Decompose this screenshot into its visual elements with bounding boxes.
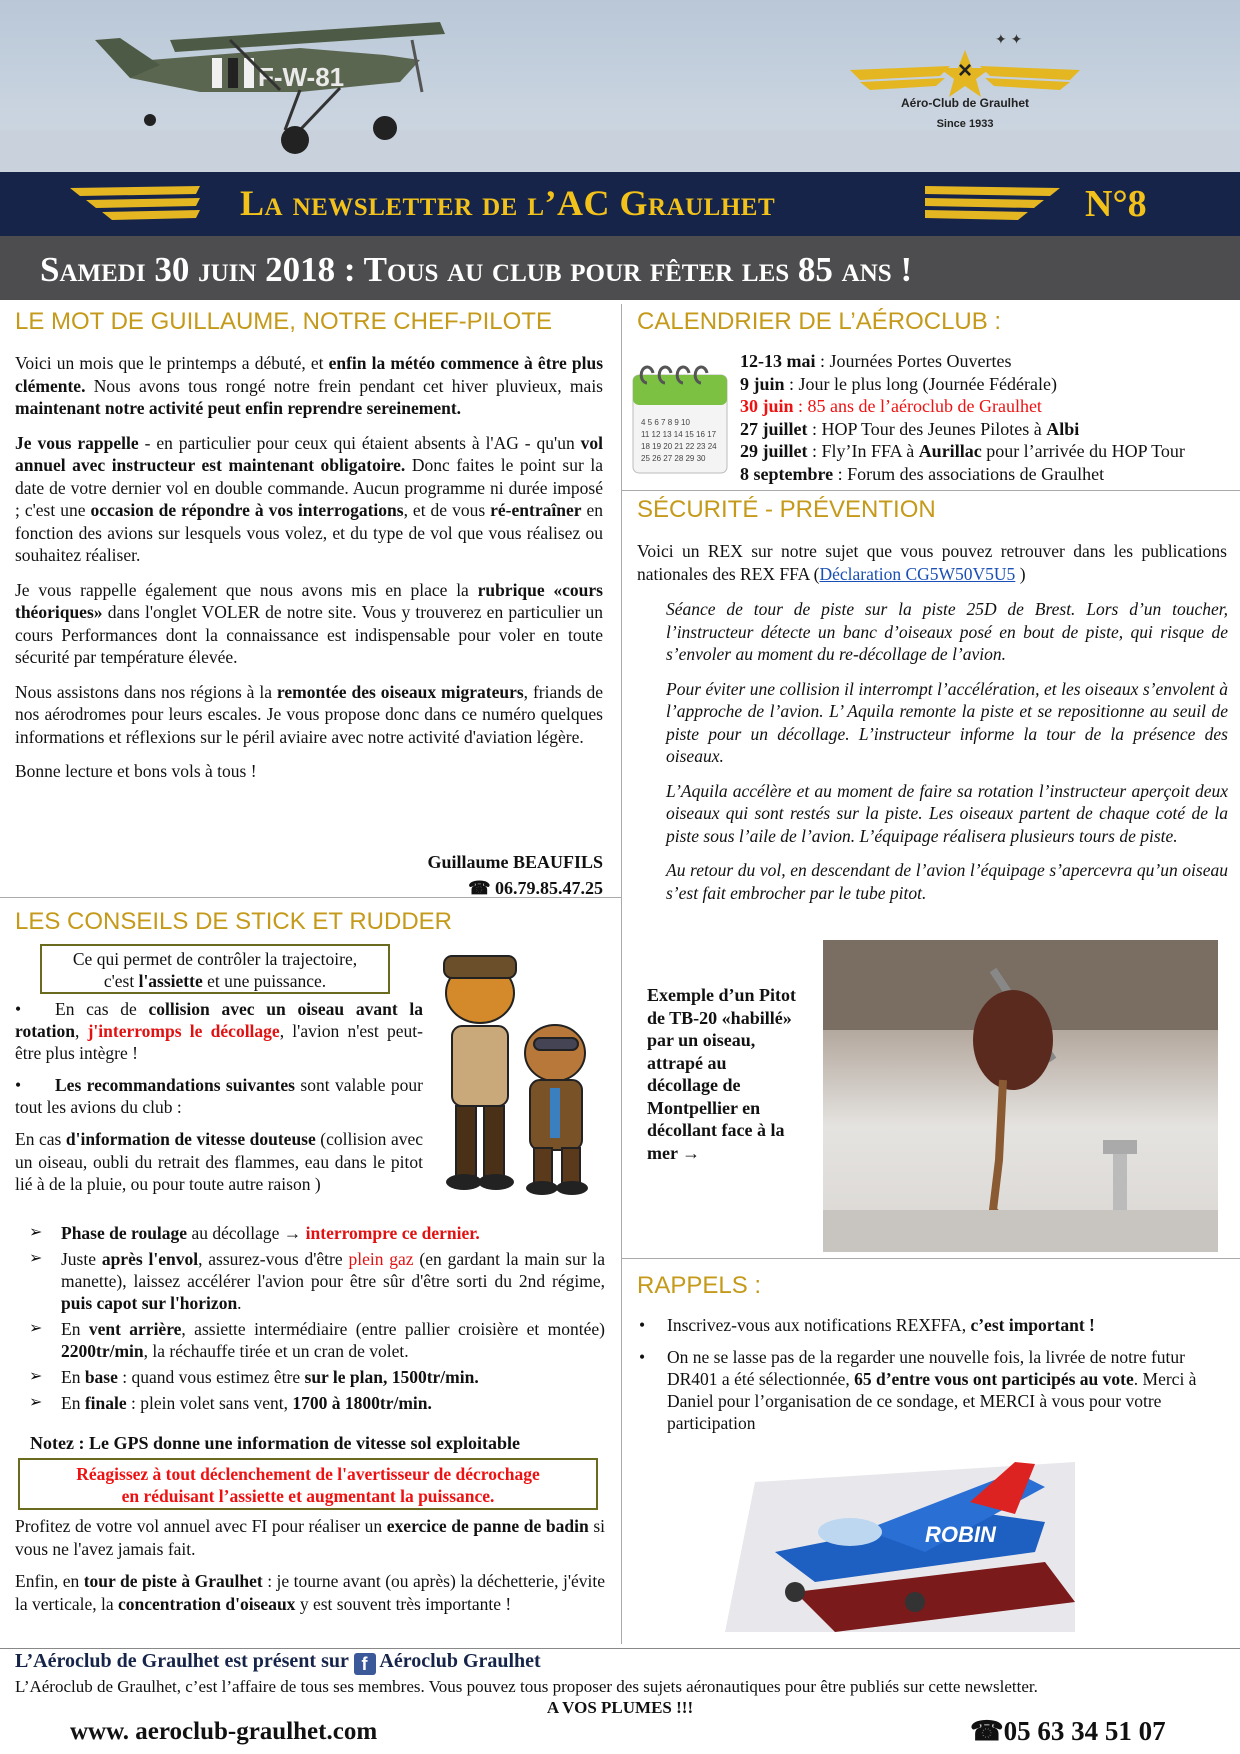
bold-text: collision avec un oiseau avant la rotation [15, 999, 423, 1041]
text-run: . [237, 1293, 242, 1313]
issue-number: N°8 [1085, 183, 1147, 225]
event-text: : Forum des associations de Graulhet [833, 463, 1105, 484]
rex-paragraph-2: Pour éviter une collision il interrompt l’accélération, et les oiseaux s’envolent à l’approche de l’avion. L’ Aquila remonte la piste et se repositionne au seuil de piste pour un décollage. L’instructeur informe la tour de la présence des oiseaux. [666, 678, 1228, 766]
club-logo [840, 22, 1090, 142]
box1-bold: l'assiette [138, 971, 203, 991]
text-run: au décollage → [187, 1223, 306, 1243]
dr401-livery-render [715, 1442, 1095, 1642]
text-run: y est souvent très importante ! [295, 1593, 512, 1614]
arrow-bullet-icon: ➢ [29, 1250, 43, 1267]
event-date: 9 juin [740, 373, 785, 394]
text-run: , la réchauffe tirée et un cran de volet. [143, 1341, 409, 1361]
text-run: En [61, 1393, 85, 1413]
rappel-item-text [667, 1315, 1095, 1335]
signature-phone: 06.79.85.47.25 [495, 878, 603, 898]
calendar-events [740, 350, 1235, 485]
conseils-closing [15, 1515, 605, 1627]
tour-de-piste-paragraph [15, 1570, 605, 1615]
box1-pre: c'est [103, 971, 139, 991]
arrow-bullet-icon: ➢ [29, 1224, 43, 1241]
calendar-event [740, 440, 1235, 463]
rex-paragraph-3: L’Aquila accélère et au moment de faire sa rotation l’instructeur aperçoit deux oiseaux qui sont restés sur la piste. Les oiseaux partent de chaque coté de la piste sous l’aile de l’avion. L’équipage réalisera plusieurs tours de piste. [666, 780, 1228, 846]
bold-text: concentration d'oiseaux [118, 1593, 296, 1614]
bold-text: après l'envol [101, 1249, 199, 1269]
decrochage-box [18, 1458, 598, 1510]
arrow-item-text [61, 1319, 605, 1361]
bold-text: 1700 à 1800tr/min. [292, 1393, 432, 1413]
calendar-icon [625, 355, 735, 480]
chef-pilote-paragraph-3 [15, 579, 603, 669]
bold-text: finale [84, 1393, 127, 1413]
footer-plumes: A VOS PLUMES !!! [546, 1698, 694, 1717]
signature-phone-row [300, 876, 603, 900]
rex-paragraph-1: Séance de tour de piste sur la piste 25D de Brest. Lors d’un toucher, l’instructeur détecte un banc d’oiseaux posé en bout de piste, qui risque de s’envoler au moment du re-décollage de l’avion. [666, 599, 1228, 664]
text-run: , [74, 1021, 88, 1041]
svg-text:F-W-81: F-W-81 [258, 62, 345, 92]
bold-text: maintenant notre activité peut enfin reprendre sereinement. [15, 398, 462, 418]
arrow-item [15, 1318, 605, 1362]
event-text: : HOP Tour des Jeunes Pilotes à [807, 418, 1047, 439]
rappels-list [637, 1314, 1212, 1444]
bold-text: Je vous rappelle [15, 432, 139, 453]
event-text: : 85 ans de l’aéroclub de Graulhet [793, 396, 1042, 416]
event-date: 12-13 mai [740, 351, 816, 371]
rappel-item [637, 1346, 1212, 1434]
bold-text: ré-entraîner [490, 500, 582, 520]
text-run: , assiette intermédiaire (entre pallier croisière et montée) [181, 1319, 605, 1339]
text-run: : plein volet sans vent, [126, 1393, 293, 1413]
chef-pilote-paragraph-4 [15, 681, 603, 749]
calendar-event [740, 373, 1235, 396]
footer-phone-row [970, 1716, 1166, 1747]
text-run: Je vous rappelle également que nous avons mis en place la [15, 579, 478, 600]
text-run: On ne se lasse pas de la regarder une nouvelle fois, la livrée de notre futur DR401 a été sélectionnée, [667, 1347, 1185, 1389]
newsletter-title: La newsletter de l’AC Graulhet [240, 183, 776, 223]
website-link[interactable]: www. aeroclub-graulhet.com [70, 1718, 378, 1745]
bullet-recommandations-text [15, 1075, 423, 1117]
text-run: , friands de nos aérodromes pour leurs escales. Je vous propose donc dans ce numéro quelques informations et réflexions sur le péril aviaire avec notre activité d'aviation légère. [15, 681, 603, 747]
text-run: Nous avons tous rongé notre frein pendant cet hiver pluvieux, mais [85, 375, 603, 396]
bold-text: c’est important ! [970, 1315, 1095, 1335]
facebook-icon[interactable]: f [354, 1653, 376, 1675]
arrow-bullet-icon: ➢ [29, 1368, 43, 1385]
bold-text: vol annuel avec instructeur est maintenant obligatoire. [15, 432, 603, 475]
event-date: 8 septembre [740, 463, 834, 484]
bullet-mark: • [639, 1315, 646, 1335]
mascots-illustration [430, 948, 610, 1208]
bold-text: base [84, 1367, 118, 1387]
text-run: en fonction des avions sur lesquels vous volez, et du type de vol que vous réalisez ou souhaitez réaliser. [15, 500, 603, 565]
trajectoire-box-line-1: Ce qui permet de contrôler la trajectoire, [72, 949, 358, 969]
text-run: En [61, 1367, 85, 1387]
text-run: dans l'onglet VOLER de notre site. Vous y trouverez en particulier un cours Performances dont la connaissance est indispensable pour voler en toute sécurité par température élevée. [15, 602, 603, 667]
calendar-event [740, 463, 1235, 486]
conseils-arrow-list [15, 1222, 605, 1418]
section-divider-right-1 [621, 490, 1240, 491]
conseils-title: LES CONSEILS DE STICK ET RUDDER [15, 908, 452, 935]
wings-star-logo-icon [840, 22, 1090, 102]
text-run: Enfin, en [15, 1571, 84, 1591]
bold-text: occasion de répondre à vos interrogations [90, 500, 404, 520]
bullet-mark: • [639, 1347, 646, 1367]
pitot-caption: Exemple d’un Pitot de TB-20 «habillé» par un oiseau, attrapé au décollage de Montpellier en décollant face à la mer → [647, 985, 797, 1163]
bold-text: tour de piste à Graulhet [83, 1571, 263, 1591]
bird-on-pitot-photo-icon [823, 940, 1218, 1252]
bullet-recommandations [15, 1074, 423, 1118]
phone-icon: ☎ [970, 1716, 1004, 1746]
text-run: Voici un mois que le printemps a débuté, et [15, 353, 329, 373]
bold-text: d'information de vitesse douteuse [65, 1129, 316, 1149]
bold-text: 2200tr/min [61, 1341, 144, 1361]
arrow-bullet-icon: ➢ [29, 1320, 43, 1337]
bold-text: sur le plan, 1500tr/min. [304, 1367, 479, 1387]
bold-text: vent arrière [88, 1319, 182, 1339]
bullet-mark: • [15, 1075, 22, 1095]
bold-text: 65 d’entre vous ont participés au vote [854, 1369, 1134, 1389]
event-text: : Fly’In FFA à [807, 441, 919, 461]
arrow-item [15, 1248, 605, 1314]
arrow-item-text [61, 1249, 605, 1313]
rappels-title: RAPPELS : [637, 1272, 762, 1299]
bold-text: enfin la météo commence à être plus clémente. [15, 353, 603, 396]
event-tail: pour l’arrivée du HOP Tour [981, 441, 1185, 461]
presence-text: L’Aéroclub de Graulhet est présent sur [15, 1650, 354, 1672]
text-run: : quand vous estimez être [117, 1367, 305, 1387]
calendar-icon-numbers: 4 5 6 7 8 9 10 11 12 13 14 15 16 17 18 19 20 21 22 23 24 25 26 27 28 29 30 [641, 418, 717, 463]
bold-text: Les recommandations suivantes [55, 1075, 295, 1095]
text-run: . Merci à Daniel pour l’organisation de ce sondage, et MERCI à vous pour votre participation [667, 1369, 1197, 1433]
event-date: 27 juillet [740, 418, 808, 439]
highlight-text: j'interromps le décollage [87, 1021, 280, 1041]
phone-icon: ☎ [468, 878, 495, 898]
bullet-collision-text [15, 999, 423, 1063]
arrow-item-text [61, 1393, 432, 1413]
chef-pilote-body [15, 352, 603, 795]
highlight-text: plein gaz [348, 1249, 414, 1269]
calendar-illustration-icon [625, 355, 735, 480]
text-run: si vous ne l'avez jamais fait. [15, 1516, 605, 1559]
bold-text: exercice de panne de badin [386, 1516, 589, 1536]
securite-intro [637, 540, 1227, 585]
panne-badin-paragraph [15, 1515, 605, 1560]
plane-name-label: ROBIN [925, 1522, 996, 1547]
arrow-item-text [61, 1367, 479, 1387]
calendar-event [740, 418, 1235, 441]
calendar-event-highlight [740, 395, 1235, 418]
text-run: , et de vous [403, 500, 491, 520]
highlight-text: interrompre ce dernier. [305, 1223, 480, 1243]
text-run: Juste [61, 1249, 102, 1269]
vitesse-douteuse-paragraph [15, 1128, 423, 1196]
event-place: Aurillac [918, 441, 982, 461]
rappel-item [637, 1314, 1212, 1336]
chef-pilote-title: LE MOT DE GUILLAUME, NOTRE CHEF-PILOTE [15, 308, 552, 335]
trajectoire-box [40, 944, 390, 994]
footer-divider [0, 1648, 1240, 1649]
club-logo-name: Aéro-Club de Graulhet [900, 96, 1029, 110]
text-run: , assurez-vous d'être [198, 1249, 349, 1269]
text-run: (en gardant la main sur la manette), laissez accélérer l'avion pour être sûr d'être sorti du 2nd régime, [61, 1249, 605, 1291]
event-text: : Journées Portes Ouvertes [815, 351, 1012, 371]
box1-post: et une puissance. [202, 971, 327, 991]
text-run: Inscrivez-vous aux notifications REXFFA, [667, 1315, 971, 1335]
calendrier-title: CALENDRIER DE L’AÉROCLUB : [637, 308, 1002, 335]
securite-intro-end: ) [1015, 563, 1026, 584]
decrochage-line-1: Réagissez à tout déclenchement de l'avertisseur de décrochage [76, 1464, 540, 1484]
svg-text:✦ ✦: ✦ ✦ [995, 31, 1023, 47]
text-run: sont valable pour tout les avions du club : [15, 1075, 423, 1117]
social-presence [15, 1650, 541, 1675]
text-run: Nous assistons dans nos régions à la [15, 681, 277, 702]
securite-intro-text: Voici un REX sur notre sujet que vous pouvez retrouver dans les publications nationales des REX FFA ( [637, 541, 1227, 584]
rappel-item-text [667, 1347, 1196, 1433]
text-run: Profitez de votre vol annuel avec FI pour réaliser un [15, 1516, 387, 1536]
bold-text: puis capot sur l'horizon [61, 1293, 238, 1313]
footer-phone: 05 63 34 51 07 [1003, 1716, 1166, 1746]
pitot-bird-photo [823, 940, 1218, 1252]
chef-pilote-paragraph-1 [15, 352, 603, 420]
bullet-mark: • [15, 999, 22, 1019]
rex-declaration-link[interactable]: Déclaration CG5W50V5U5 [819, 563, 1016, 584]
arrow-item-text [61, 1223, 480, 1243]
rex-paragraph-4: Au retour du vol, en descendant de l’avion l’équipage s’apercevra qu’un oiseau s’est fait embrocher par le tube pitot. [666, 860, 1228, 903]
club-logo-since: Since 1933 [936, 118, 994, 130]
calendar-event [740, 350, 1235, 373]
arrow-item [15, 1366, 605, 1388]
bold-text: rubrique «cours théoriques» [15, 579, 603, 622]
text-run: (collision avec un oiseau, oubli du retrait des flammes, eau dans le pitot lié à de la pluie, ou pour toute autre raison ) [15, 1129, 424, 1194]
conseils-bullets [15, 998, 423, 1196]
text-run: En cas de [55, 999, 149, 1019]
arrow-bullet-icon: ➢ [29, 1394, 43, 1411]
event-date: 29 juillet [740, 441, 808, 461]
robin-dr401-plane-icon [715, 1442, 1095, 1642]
text-run: En [61, 1319, 89, 1339]
event-text: : Jour le plus long (Journée Fédérale) [784, 373, 1057, 394]
rex-narrative [666, 598, 1228, 916]
arrow-item [15, 1222, 605, 1244]
text-run: En cas [15, 1129, 66, 1149]
section-divider-right-2 [621, 1258, 1240, 1259]
securite-title: SÉCURITÉ - PRÉVENTION [637, 496, 936, 523]
text-run: , l'avion n'est peut-être plus intègre ! [15, 1021, 423, 1063]
text-run: Donc faites le point sur la date de votre dernier vol en double commande. Aucun programme ni durée imposé ; c'est une [15, 455, 603, 520]
text-run: : je tourne avant (ou après) la déchetterie, j'évite la verticale, la [15, 1571, 605, 1614]
bold-text: remontée des oiseaux migrateurs [276, 681, 524, 702]
gps-note: Notez : Le GPS donne une information de vitesse sol exploitable [30, 1433, 520, 1453]
column-divider [621, 304, 622, 1644]
tiger-and-bear-pilots-icon [430, 948, 610, 1208]
decrochage-line-2: en réduisant l’assiette et augmentant la puissance. [121, 1486, 495, 1506]
facebook-page-link[interactable]: Aéroclub Graulhet [379, 1650, 541, 1672]
text-run: - en particulier pour ceux qui étaient absents à l'AG - qu'un [138, 432, 581, 453]
event-place: Albi [1046, 418, 1080, 439]
signature-name: Guillaume BEAUFILS [427, 852, 603, 872]
trajectoire-box-line-2 [42, 970, 388, 992]
arrow-item [15, 1392, 605, 1414]
chef-pilote-paragraph-2 [15, 432, 603, 567]
headline: Samedi 30 juin 2018 : Tous au club pour fêter les 85 ans ! [40, 250, 913, 289]
svg-text:×: × [957, 57, 973, 84]
bold-text: Phase de roulage [61, 1223, 188, 1243]
event-date: 30 juin [740, 396, 794, 416]
footer-call-to-action: L’Aéroclub de Graulhet, c’est l’affaire de tous ses membres. Vous pouvez tous proposer des sujets aéronautiques pour être publiés sur cette newsletter. [15, 1677, 1038, 1696]
bullet-collision [15, 998, 423, 1064]
chef-pilote-paragraph-5: Bonne lecture et bons vols à tous ! [15, 761, 257, 781]
